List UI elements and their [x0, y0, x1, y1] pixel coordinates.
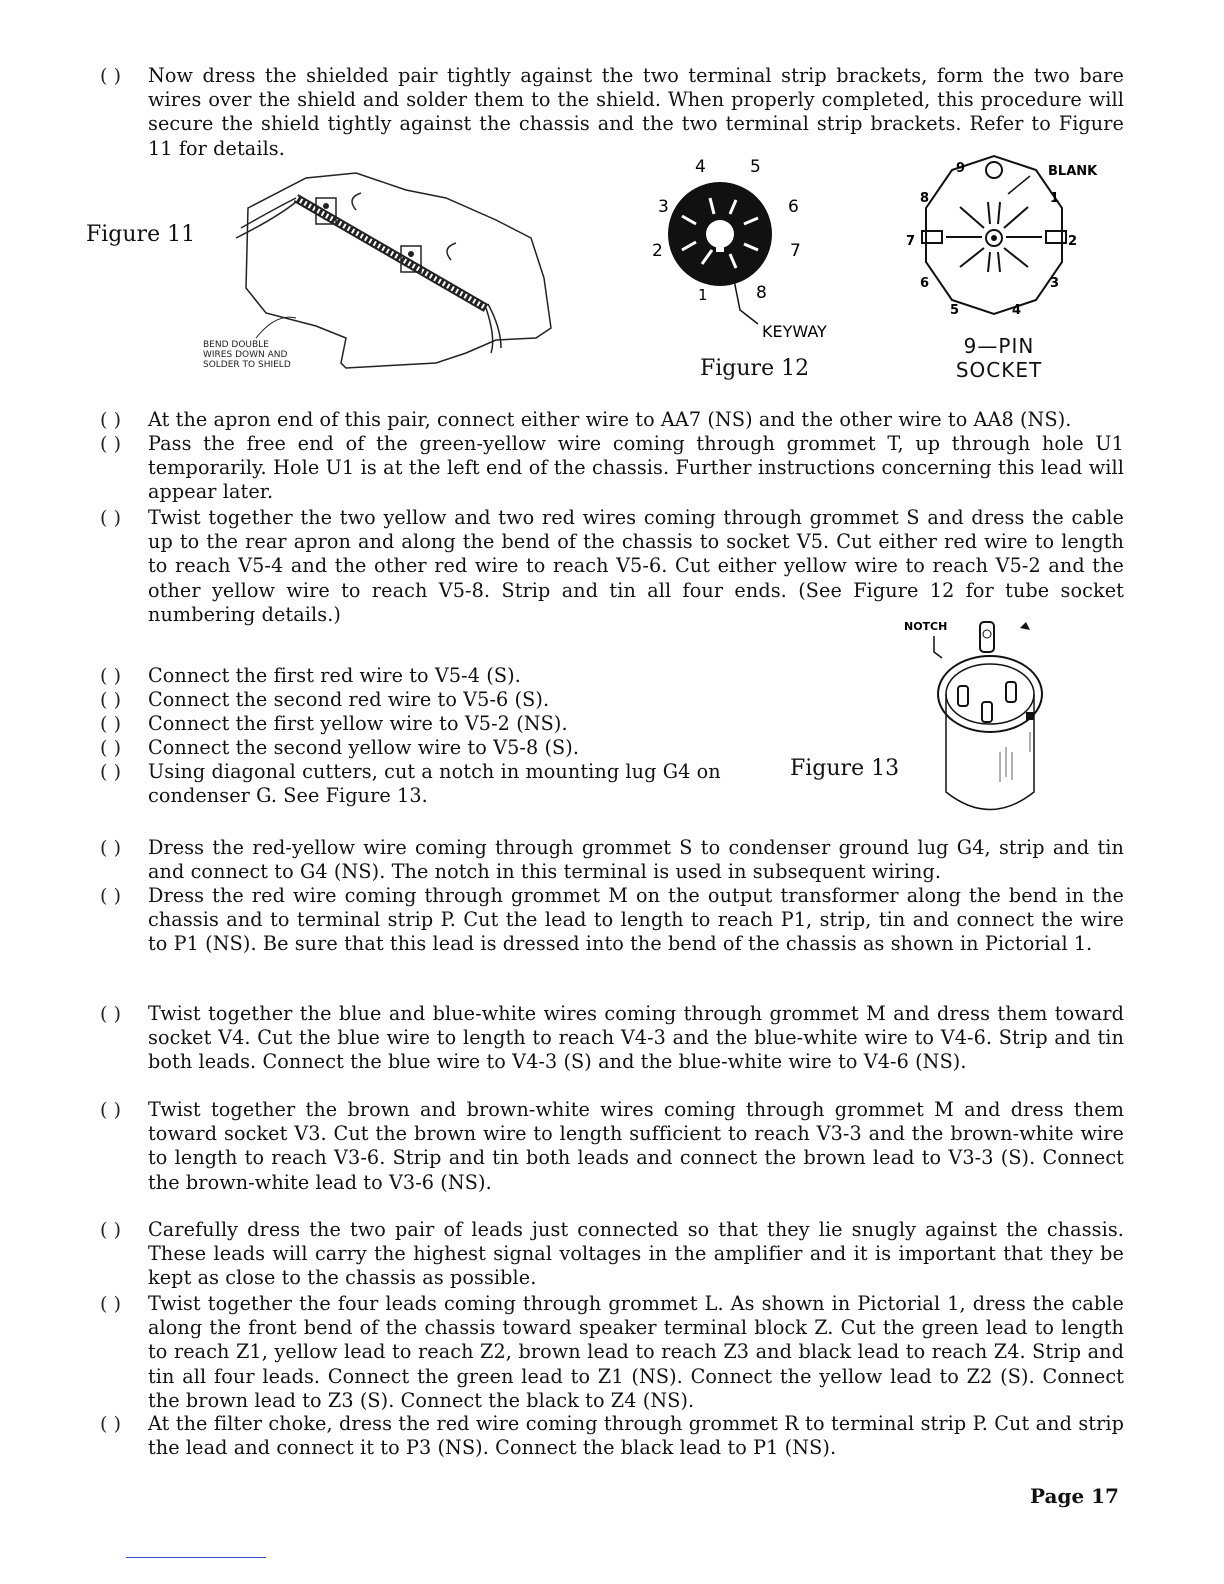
checkbox[interactable]: ( ): [100, 1219, 122, 1241]
checkbox[interactable]: ( ): [100, 689, 122, 711]
blank-label: BLANK: [1048, 164, 1098, 179]
socket-title-line: SOCKET: [955, 358, 1043, 382]
figure-13-condenser: [900, 612, 1070, 828]
step-text: Connect the second red wire to V5-6 (S).: [148, 688, 550, 711]
instruction-step: [100, 1412, 1124, 1460]
pin-label: 7: [906, 234, 916, 249]
step-text: Dress the red wire coming through grommet M on the output transformer along the bend in the chassis and to terminal strip P. Cut the lead to length to reach P1, strip, tin and connect the wire to P1 (NS). Be sure that this lead is dressed into the bend of the chassis as shown in Pictorial 1.: [148, 884, 1124, 956]
nine-pin-socket: [900, 152, 1110, 324]
step-text: Pass the free end of the green-yellow wire coming through grommet T, up through hole U1 temporarily. Hole U1 is at the left end of the chassis. Further instructions concerning this lead will appear later.: [148, 432, 1124, 504]
instruction-step: [100, 408, 1124, 432]
pin-label: 4: [1012, 303, 1022, 318]
instruction-step: [100, 432, 1124, 505]
instruction-step: [100, 1002, 1124, 1075]
figure-11-label: Figure 11: [86, 222, 196, 247]
footer-rule: [126, 1557, 266, 1558]
step-text: Twist together the brown and brown-white wires coming through grommet M and dress them toward socket V3. Cut the brown wire to length sufficient to reach V3-3 and the brown-white wire to length to reach V3-6. Strip and tin both leads and connect the brown lead to V3-3 (S). Connect the brown-white lead to V3-6 (NS).: [148, 1098, 1124, 1194]
pin-label: 6: [788, 197, 799, 217]
pin-label: 8: [920, 191, 930, 206]
pin-label: 1: [1050, 191, 1060, 206]
callout-line: WIRES DOWN AND: [203, 350, 288, 360]
instruction-step: [100, 506, 1124, 627]
figure-12-octal-socket: [640, 152, 860, 347]
step-text: Twist together the four leads coming through grommet L. As shown in Pictorial 1, dress the cable along the front bend of the chassis toward speaker terminal block Z. Cut the green lead to length to reach Z1, yellow lead to reach Z2, brown lead to reach Z3 and black lead to reach Z4. Strip and tin all four leads. Connect the green lead to Z1 (NS). Connect the yellow lead to Z2 (S). Connect the brown lead to Z3 (S). Connect the black to Z4 (NS).: [148, 1292, 1124, 1412]
pin-label: 5: [950, 303, 960, 318]
step-text: Now dress the shielded pair tightly against the two terminal strip brackets, form the two bare wires over the shield and solder them to the shield. When properly completed, this procedure will secure the shield tightly against the chassis and the two terminal strip brackets. Refer to Figure 11 for details.: [148, 64, 1124, 160]
pin-label: 6: [920, 276, 930, 291]
checkbox[interactable]: ( ): [100, 507, 122, 529]
checkbox[interactable]: ( ): [100, 713, 122, 735]
step-text: Carefully dress the two pair of leads just connected so that they lie snugly against the chassis. These leads will carry the highest signal voltages in the amplifier and it is important that they be kept as close to the chassis as possible.: [148, 1218, 1124, 1290]
step-text: Connect the second yellow wire to V5-8 (S).: [148, 736, 580, 759]
keyway-label: KEYWAY: [762, 322, 827, 341]
checkbox[interactable]: ( ): [100, 737, 122, 759]
instruction-step: [100, 64, 1124, 161]
checkbox[interactable]: ( ): [100, 1413, 122, 1435]
checkbox[interactable]: ( ): [100, 665, 122, 687]
step-text: Twist together the two yellow and two red wires coming through grommet S and dress the cable up to the rear apron and along the bend of the chassis to socket V5. Cut either red wire to length to reach V5-4 and the other red wire to reach V5-6. Cut either yellow wire to reach V5-2 and the other yellow wire to reach V5-8. Strip and tin all four ends. (See Figure 12 for tube socket numbering details.): [148, 506, 1124, 626]
checkbox[interactable]: ( ): [100, 837, 122, 859]
step-text: Twist together the blue and blue-white wires coming through grommet M and dress them toward socket V4. Cut the blue wire to length to reach V4-3 and the blue-white wire to V4-6. Strip and tin both leads. Connect the blue wire to V4-3 (S) and the blue-white wire to V4-6 (NS).: [148, 1002, 1124, 1074]
pin-label: 4: [695, 157, 706, 177]
figure-11-callout: [203, 340, 291, 370]
socket-title-line: 9—PIN: [963, 334, 1035, 358]
figure-13-label: Figure 13: [790, 756, 900, 781]
pin-label: 1: [698, 286, 708, 304]
pin-label: 9: [956, 161, 966, 176]
checkbox[interactable]: ( ): [100, 1293, 122, 1315]
checkbox[interactable]: ( ): [100, 761, 122, 783]
pin-label: 5: [750, 157, 761, 177]
figure-12-label: Figure 12: [700, 356, 810, 381]
instruction-step: [100, 688, 720, 712]
page-number: Page 17: [1030, 1484, 1119, 1508]
checkbox[interactable]: ( ): [100, 409, 122, 431]
step-text: Using diagonal cutters, cut a notch in mounting lug G4 on condenser G. See Figure 13.: [148, 760, 721, 808]
instruction-step: [100, 1218, 1124, 1291]
step-text: At the apron end of this pair, connect either wire to AA7 (NS) and the other wire to AA8 (NS).: [148, 408, 1072, 431]
step-text: At the filter choke, dress the red wire coming through grommet R to terminal strip P. Cut and strip the lead and connect it to P3 (NS). Connect the black lead to P1 (NS).: [148, 1412, 1124, 1460]
step-text: Connect the first yellow wire to V5-2 (NS).: [148, 712, 568, 735]
step-text: Dress the red-yellow wire coming through grommet S to condenser ground lug G4, strip and tin and connect to G4 (NS). The notch in this terminal is used in subsequent wiring.: [148, 836, 1124, 884]
checkbox[interactable]: ( ): [100, 433, 122, 455]
instruction-step: [100, 1098, 1124, 1195]
pin-label: 3: [658, 197, 669, 217]
instruction-step: [100, 836, 1124, 884]
instruction-step: [100, 1292, 1124, 1413]
step-text: Connect the first red wire to V5-4 (S).: [148, 664, 521, 687]
checkbox[interactable]: ( ): [100, 65, 122, 87]
pin-label: 7: [790, 241, 801, 261]
instruction-step: [100, 760, 760, 808]
callout-line: BEND DOUBLE: [203, 340, 269, 350]
callout-line: SOLDER TO SHIELD: [203, 360, 291, 370]
instruction-step: [100, 712, 720, 736]
instruction-step: [100, 664, 720, 688]
pin-label: 2: [1068, 234, 1078, 249]
checkbox[interactable]: ( ): [100, 885, 122, 907]
notch-label: NOTCH: [904, 620, 948, 633]
pin-label: 2: [652, 241, 663, 261]
nine-pin-socket-title: [944, 334, 1054, 382]
instruction-step: [100, 736, 720, 760]
pin-label: 8: [756, 283, 767, 303]
checkbox[interactable]: ( ): [100, 1003, 122, 1025]
instruction-step: [100, 884, 1124, 957]
pin-label: 3: [1050, 276, 1060, 291]
checkbox[interactable]: ( ): [100, 1099, 122, 1121]
